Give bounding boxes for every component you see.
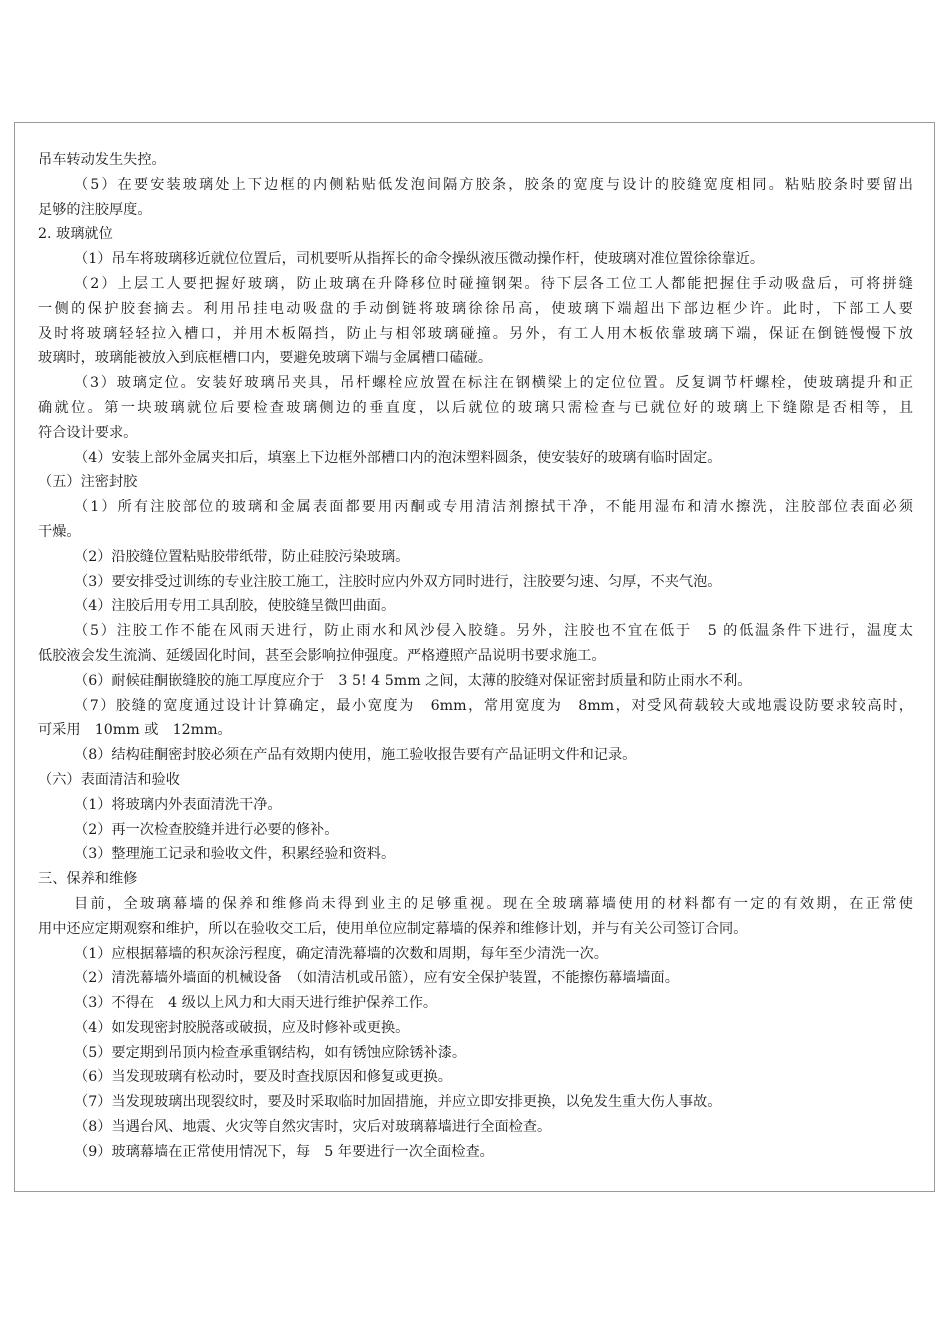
text-line: （2）沿胶缝位置粘贴胶带纸带，防止硅胶污染玻璃。 bbox=[74, 548, 410, 565]
text-line: （6）耐候硅酮嵌缝胶的施工厚度应介于 3 5! 4 5mm 之间，太薄的胶缝对保证密封质量和防止雨水不利。 bbox=[74, 672, 752, 689]
text-line: （2）再一次检查胶缝并进行必要的修补。 bbox=[74, 821, 339, 838]
text-line: （3）不得在 4 级以上风力和大雨天进行维护保养工作。 bbox=[74, 995, 438, 1012]
text-line: 足够的注胶厚度。 bbox=[38, 201, 152, 218]
text-line: （5）要定期到吊顶内检查承重钢结构，如有锈蚀应除锈补漆。 bbox=[74, 1044, 467, 1061]
text-line: 及时将玻璃轻轻拉入槽口，并用木板隔挡，防止与相邻玻璃碰撞。另外，有工人用木板依靠玻璃下端，保证在倒链慢慢下放 bbox=[38, 325, 913, 342]
text-line: （8）结构硅酮密封胶必须在产品有效期内使用，施工验收报告要有产品证明文件和记录。 bbox=[74, 747, 637, 764]
text-line: （5）注胶工作不能在风雨天进行，防止雨水和风沙侵入胶缝。另外，注胶也不宜在低于 5 的低温条件下进行，温度太 bbox=[74, 623, 913, 640]
text-line: （6）当发现玻璃有松动时，要及时查找原因和修复或更换。 bbox=[74, 1069, 452, 1086]
text-line: （2）上层工人要把握好玻璃，防止玻璃在升降移位时碰撞钢架。待下层各工位工人都能把握住手动吸盘后，可将拼缝 bbox=[74, 275, 913, 292]
text-line: 符合设计要求。 bbox=[38, 424, 138, 441]
text-line: （2）清洗幕墙外墙面的机械设备 （如清洁机或吊篮），应有安全保护装置，不能擦伤幕墙墙面。 bbox=[74, 970, 679, 987]
text-line: （3）整理施工记录和验收文件，积累经验和资料。 bbox=[74, 846, 396, 863]
text-line: 目前，全玻璃幕墙的保养和维修尚未得到业主的足够重视。现在全玻璃幕墙使用的材料都有一定的有效期，在正常使 bbox=[74, 895, 913, 912]
text-line: 2. 玻璃就位 bbox=[38, 226, 113, 243]
text-line: 确就位。第一块玻璃就位后要检查玻璃侧边的垂直度，以后就位的玻璃只需检查与已就位好的玻璃上下缝隙是否相等，且 bbox=[38, 399, 913, 416]
text-line: （1）所有注胶部位的玻璃和金属表面都要用丙酮或专用清洁剂擦拭干净，不能用湿布和清水擦洗，注胶部位表面必须 bbox=[74, 499, 913, 516]
text-line: （8）当遇台风、地震、火灾等自然灾害时，灾后对玻璃幕墙进行全面检查。 bbox=[74, 1119, 552, 1136]
text-line: （3）玻璃定位。安装好玻璃吊夹具，吊杆螺栓应放置在标注在钢横梁上的定位位置。反复调节杆螺栓，使玻璃提升和正 bbox=[74, 375, 913, 392]
text-line: （7）当发现玻璃出现裂纹时，要及时采取临时加固措施，并应立即安排更换，以免发生重大伤人事故。 bbox=[74, 1094, 722, 1111]
text-line: （4）如发现密封胶脱落或破损，应及时修补或更换。 bbox=[74, 1019, 410, 1036]
text-line: 一侧的保护胶套摘去。利用吊挂电动吸盘的手动倒链将玻璃徐徐吊高，使玻璃下端超出下部边框少许。此时，下部工人要 bbox=[38, 300, 913, 317]
text-line: （1）将玻璃内外表面清洗干净。 bbox=[74, 796, 282, 813]
text-line: 吊车转动发生失控。 bbox=[38, 152, 166, 168]
text-line: （1）应根据幕墙的积灰涂污程度，确定清洗幕墙的次数和周期，每年至少清洗一次。 bbox=[74, 945, 608, 962]
text-line: （4）安装上部外金属夹扣后，填塞上下边框外部槽口内的泡沫塑料圆条，使安装好的玻璃有临时固定。 bbox=[74, 449, 722, 466]
document-body bbox=[38, 148, 913, 1165]
text-line: 干燥。 bbox=[38, 523, 81, 540]
text-line: 可采用 10mm 或 12mm。 bbox=[38, 722, 232, 739]
text-line: （5）在要安装玻璃处上下边框的内侧粘贴低发泡间隔方胶条，胶条的宽度与设计的胶缝宽度相同。粘贴胶条时要留出 bbox=[74, 176, 913, 193]
text-line: （五）注密封胶 bbox=[38, 474, 138, 491]
text-line: 玻璃时，玻璃能被放入到底框槽口内，要避免玻璃下端与金属槽口磕碰。 bbox=[38, 350, 493, 367]
text-line: （六）表面清洁和验收 bbox=[38, 771, 180, 788]
text-line: （9）玻璃幕墙在正常使用情况下，每 5 年要进行一次全面检查。 bbox=[74, 1143, 494, 1160]
text-line: 低胶液会发生流淌、延缓固化时间，甚至会影响拉伸强度。严格遵照产品说明书要求施工。 bbox=[38, 647, 606, 664]
text-line: （3）要安排受过训练的专业注胶工施工，注胶时应内外双方同时进行，注胶要匀速、匀厚，不夹气泡。 bbox=[74, 573, 722, 590]
text-line: （7）胶缝的宽度通过设计计算确定，最小宽度为 6mm，常用宽度为 8mm，对受风荷载较大或地震设防要求较高时， bbox=[74, 697, 913, 714]
text-line: 用中还应定期观察和维护，所以在验收交工后，使用单位应制定幕墙的保养和维修计划，并与有关公司签订合同。 bbox=[38, 920, 748, 937]
text-line: 三、保养和维修 bbox=[38, 871, 138, 888]
text-line: （4）注胶后用专用工具刮胶，使胶缝呈微凹曲面。 bbox=[74, 598, 396, 615]
text-line: （1）吊车将玻璃移近就位位置后，司机要听从指挥长的命令操纵液压微动操作杆，使玻璃对准位置徐徐靠近。 bbox=[74, 251, 765, 268]
